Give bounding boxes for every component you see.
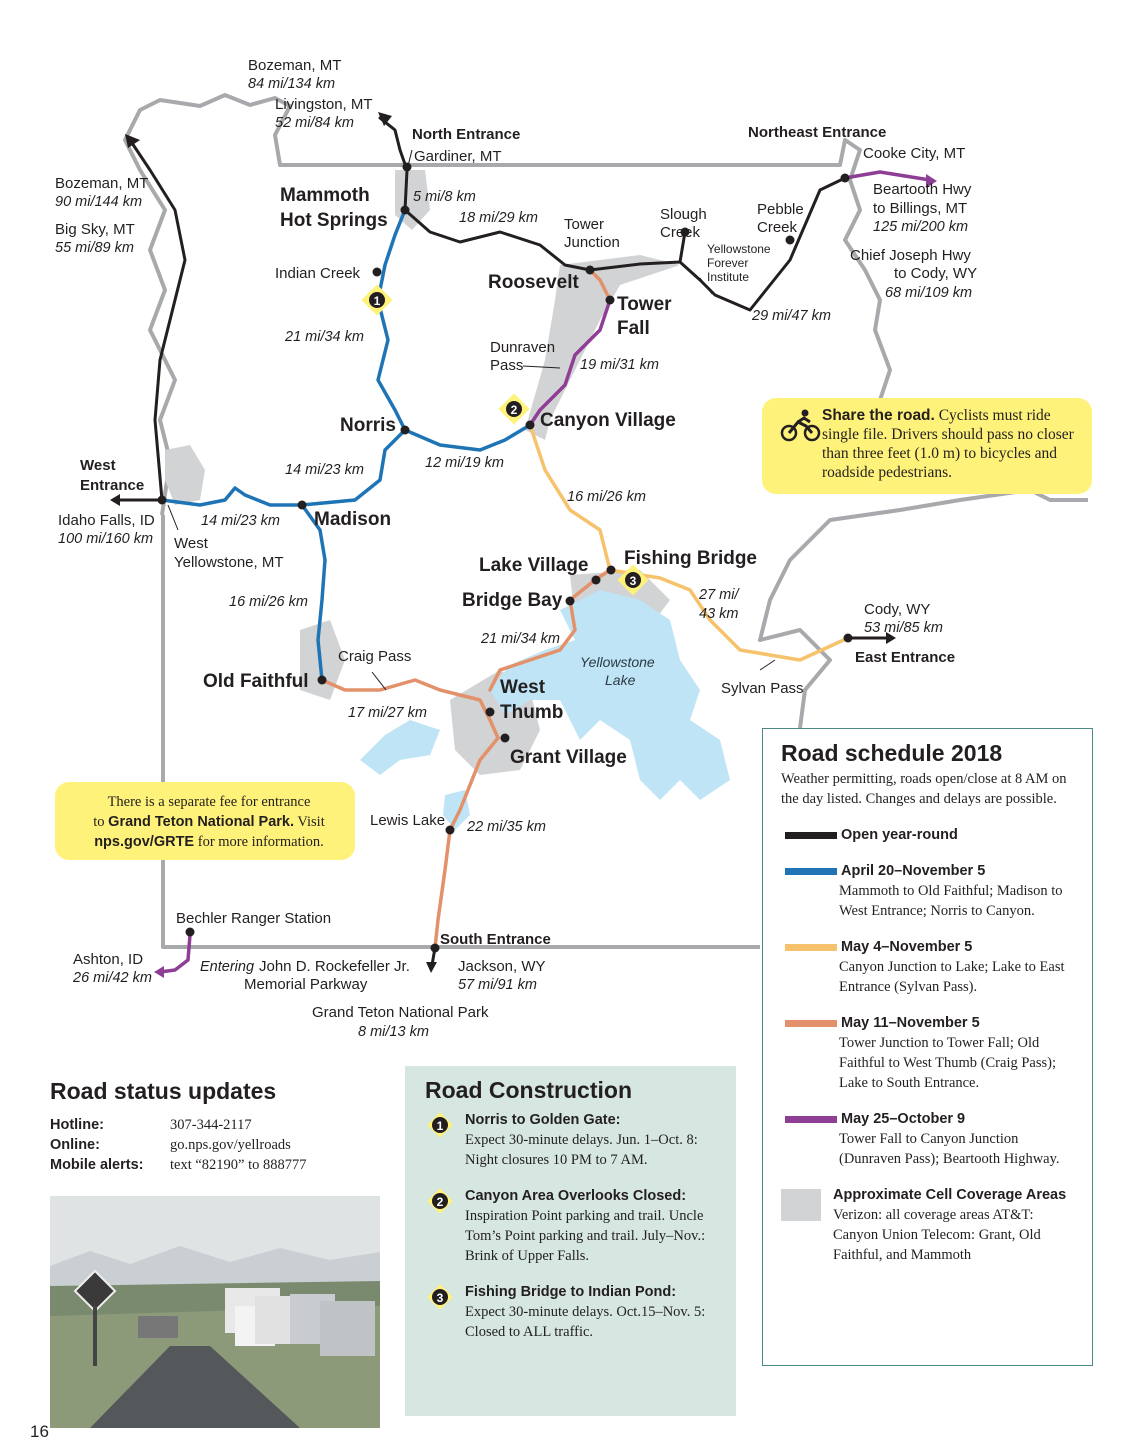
label-bozeman-west: Bozeman, MT <box>55 175 149 192</box>
svg-text:3: 3 <box>436 1291 444 1305</box>
page-number: 16 <box>30 1422 49 1441</box>
label-bozeman-north: Bozeman, MT <box>248 57 342 74</box>
label-tower-fall-1: Tower <box>617 294 672 315</box>
label-big-sky: Big Sky, MT <box>55 221 135 238</box>
legend-swatch-purple <box>785 1116 837 1123</box>
status-mobile-alerts: text “82190” to 888777 <box>170 1157 307 1173</box>
label-tower-junction-2: Junction <box>564 234 620 251</box>
construction-item <box>425 1186 724 1266</box>
construction-item-desc: Expect 30-minute delays. Jun. 1–Oct. 8: Night closures 10 PM to 7 AM. <box>465 1132 698 1168</box>
construction-item-desc: Inspiration Point parking and trail. Uncle Tom’s Point parking and trail. July–Nov.: Brink of Upper Falls. <box>465 1208 706 1264</box>
cyclist-icon <box>780 408 822 442</box>
grand-teton-fee-note <box>55 782 355 860</box>
legend-swatch-yellow <box>785 944 837 951</box>
legend-title: May 25–October 9 <box>841 1111 966 1127</box>
grte-park-name: Grand Teton National Park. <box>108 814 295 830</box>
label-grand-teton: Grand Teton National Park <box>312 1004 489 1021</box>
grte-line-3b: for more information. <box>194 834 324 850</box>
legend-swatch-gray <box>781 1189 821 1221</box>
label-bechler: Bechler Ranger Station <box>176 910 332 927</box>
label-west-entrance-1: West <box>80 457 116 474</box>
construction-item <box>425 1110 724 1170</box>
legend-desc: Canyon Junction to Lake; Lake to East Entrance (Sylvan Pass). <box>839 959 1065 995</box>
label-chief-joseph-cody: to Cody, WY <box>894 265 978 282</box>
label-yellowstone-lake-1: Yellowstone <box>580 654 655 670</box>
status-hotline[interactable]: 307-344-2117 <box>170 1117 252 1133</box>
label-old-faithful: Old Faithful <box>203 671 309 692</box>
schedule-title: Road schedule 2018 <box>781 740 1003 766</box>
label-canyon-village: Canyon Village <box>540 410 676 431</box>
legend-desc: Verizon: all coverage areas AT&T: Canyon Union Telecom: Grant, Old Faithful, and Mammoth <box>833 1207 1041 1263</box>
dist-21a: 21 mi/34 km <box>285 329 364 345</box>
share-title: Share the road. <box>822 407 935 424</box>
construction-item-title: Fishing Bridge to Indian Pond: <box>465 1284 677 1300</box>
label-bridge-bay: Bridge Bay <box>462 590 563 611</box>
dist-14a: 14 mi/23 km <box>285 462 364 478</box>
construction-title: Road Construction <box>425 1077 632 1103</box>
legend-item-april <box>781 861 1074 921</box>
label-dunraven-1: Dunraven <box>490 339 556 356</box>
dist-12: 12 mi/19 km <box>425 455 504 471</box>
label-beartooth-billings: to Billings, MT <box>873 200 968 217</box>
label-livingston: Livingston, MT <box>275 96 373 113</box>
label-west-thumb-2: Thumb <box>500 702 564 723</box>
label-craig-pass: Craig Pass <box>338 648 412 665</box>
legend-swatch-orange <box>785 1020 837 1027</box>
label-bozeman-north-dist: 84 mi/134 km <box>248 76 336 92</box>
svg-text:1: 1 <box>373 294 381 308</box>
traffic-photo-image <box>50 1196 380 1428</box>
dist-21b: 21 mi/34 km <box>481 631 560 647</box>
svg-text:2: 2 <box>510 403 518 417</box>
label-chief-joseph: Chief Joseph Hwy <box>850 247 971 264</box>
dist-19: 19 mi/31 km <box>580 357 659 373</box>
label-dunraven-2: Pass <box>490 357 524 374</box>
dist-18: 18 mi/29 km <box>459 210 538 226</box>
road-status-updates <box>50 1078 390 1175</box>
label-big-sky-dist: 55 mi/89 km <box>55 240 134 256</box>
legend-swatch-blue <box>785 868 837 875</box>
label-livingston-dist: 52 mi/84 km <box>275 115 354 131</box>
label-cooke-city: Cooke City, MT <box>863 145 966 162</box>
construction-marker-2 <box>498 393 529 424</box>
traffic-photo <box>50 1196 380 1428</box>
label-jackson: Jackson, WY <box>458 958 546 975</box>
label-idaho-falls-dist: 100 mi/160 km <box>58 531 154 547</box>
label-lewis-lake: Lewis Lake <box>370 812 446 829</box>
label-ashton-dist: 26 mi/42 km <box>73 970 152 986</box>
status-title: Road status updates <box>50 1078 277 1104</box>
status-row <box>50 1135 390 1155</box>
label-yfi-3: Institute <box>707 270 750 284</box>
dist-17: 17 mi/27 km <box>348 705 427 721</box>
dist-27b: 43 km <box>699 606 739 622</box>
label-west-thumb-1: West <box>500 677 546 698</box>
label-ashton: Ashton, ID <box>73 951 144 968</box>
label-chief-joseph-dist: 68 mi/109 km <box>885 285 973 301</box>
label-west-yellowstone-2: Yellowstone, MT <box>174 554 284 571</box>
label-yfi-1: Yellowstone <box>707 242 771 256</box>
label-pebble-2: Creek <box>757 219 798 236</box>
share-text: Cyclists must ride single file. Drivers should pass no closer than three feet (1.0 m) to bicycles and roadside pedestrians. <box>822 407 1074 481</box>
label-bozeman-west-dist: 90 mi/144 km <box>55 194 143 210</box>
construction-item-title: Canyon Area Overlooks Closed: <box>465 1188 687 1204</box>
label-pebble-1: Pebble <box>757 201 804 218</box>
road-construction-panel <box>405 1066 736 1416</box>
dist-14b: 14 mi/23 km <box>201 513 280 529</box>
grte-line-2a: to <box>93 814 109 830</box>
construction-item-desc: Expect 30-minute delays. Oct.15–Nov. 5: Closed to ALL traffic. <box>465 1304 706 1340</box>
label-idaho-falls: Idaho Falls, ID <box>58 512 155 529</box>
dist-29: 29 mi/47 km <box>752 308 831 324</box>
label-northeast-entrance: Northeast Entrance <box>748 124 887 141</box>
legend-item-cell <box>781 1185 1074 1265</box>
construction-item-title: Norris to Golden Gate: <box>465 1112 621 1128</box>
ashton-arrow <box>154 966 164 978</box>
status-key: Mobile alerts: <box>50 1157 144 1173</box>
svg-text:3: 3 <box>629 574 637 588</box>
legend-item-may4 <box>781 937 1074 997</box>
label-jdr-1: John D. Rockefeller Jr. <box>259 958 410 975</box>
status-key: Online: <box>50 1137 100 1153</box>
dist-27a: 27 mi/ <box>699 587 739 603</box>
label-slough-1: Slough <box>660 206 707 223</box>
label-gardiner: Gardiner, MT <box>414 148 502 165</box>
marker-2-icon <box>425 1186 455 1216</box>
legend-desc: Tower Junction to Tower Fall; Old Faithful to West Thumb (Craig Pass); Lake to South Entrance. <box>839 1035 1056 1091</box>
legend-title: May 4–November 5 <box>841 939 973 955</box>
label-grand-teton-dist: 8 mi/13 km <box>358 1024 429 1040</box>
label-grant-village: Grant Village <box>510 747 627 768</box>
label-north-entrance: North Entrance <box>412 126 521 143</box>
marker-3-icon <box>425 1282 455 1312</box>
label-slough-2: Creek <box>660 224 701 241</box>
construction-item <box>425 1282 724 1342</box>
grte-link[interactable]: nps.gov/GRTE <box>94 834 195 850</box>
label-sylvan-pass: Sylvan Pass <box>721 680 804 697</box>
legend-desc: Mammoth to Old Faithful; Madison to West Entrance; Norris to Canyon. <box>839 883 1063 919</box>
label-cody: Cody, WY <box>864 601 931 618</box>
label-west-entrance-2: Entrance <box>80 477 145 494</box>
legend-title: May 11–November 5 <box>841 1015 980 1031</box>
label-yfi-2: Forever <box>707 256 749 270</box>
road-schedule-legend <box>762 728 1093 1366</box>
status-key: Hotline: <box>50 1117 104 1133</box>
label-norris: Norris <box>340 415 396 436</box>
legend-title: Approximate Cell Coverage Areas <box>833 1187 1067 1203</box>
status-online-link[interactable]: go.nps.gov/yellroads <box>170 1137 291 1153</box>
label-roosevelt: Roosevelt <box>488 272 579 293</box>
legend-item-may25 <box>781 1109 1074 1169</box>
label-south-entrance: South Entrance <box>440 931 551 948</box>
label-lake-village: Lake Village <box>479 555 589 576</box>
dist-22: 22 mi/35 km <box>467 819 546 835</box>
legend-swatch-black <box>785 832 837 839</box>
dist-16b: 16 mi/26 km <box>229 594 308 610</box>
label-tower-fall-2: Fall <box>617 318 650 339</box>
status-row <box>50 1155 390 1175</box>
svg-text:2: 2 <box>436 1195 444 1209</box>
label-jdr-2: Memorial Parkway <box>244 976 368 993</box>
label-jackson-dist: 57 mi/91 km <box>458 977 537 993</box>
label-beartooth-dist: 125 mi/200 km <box>873 219 969 235</box>
label-madison: Madison <box>314 509 392 530</box>
legend-title: April 20–November 5 <box>841 863 986 879</box>
label-fishing-bridge: Fishing Bridge <box>624 548 757 569</box>
label-entering: Entering <box>200 959 255 975</box>
grte-line-2c: Visit <box>294 814 325 830</box>
marker-1-icon <box>425 1110 455 1140</box>
schedule-intro: Weather permitting, roads open/close at 8 AM on the day listed. Changes and delays are possible. <box>781 771 1067 807</box>
dist-5: 5 mi/8 km <box>413 189 476 205</box>
label-mammoth-1: Mammoth <box>280 185 370 206</box>
construction-marker-1 <box>361 284 392 315</box>
grte-line-1: There is a separate fee for entrance <box>107 794 311 810</box>
legend-item-open <box>781 825 1074 845</box>
label-tower-junction-1: Tower <box>564 216 605 233</box>
dist-16a: 16 mi/26 km <box>567 489 646 505</box>
label-mammoth-2: Hot Springs <box>280 210 388 231</box>
status-row <box>50 1115 390 1135</box>
share-the-road-note <box>762 398 1092 494</box>
label-cody-dist: 53 mi/85 km <box>864 620 943 636</box>
label-beartooth: Beartooth Hwy <box>873 181 972 198</box>
legend-item-may11 <box>781 1013 1074 1093</box>
shoshone-lake <box>360 720 440 775</box>
legend-title: Open year-round <box>841 827 958 843</box>
label-yellowstone-lake-2: Lake <box>605 672 636 688</box>
label-east-entrance: East Entrance <box>855 649 956 666</box>
label-indian-creek: Indian Creek <box>275 265 361 282</box>
label-west-yellowstone-1: West <box>174 535 208 552</box>
svg-text:1: 1 <box>436 1119 444 1133</box>
legend-desc: Tower Fall to Canyon Junction (Dunraven Pass); Beartooth Highway. <box>839 1131 1060 1167</box>
